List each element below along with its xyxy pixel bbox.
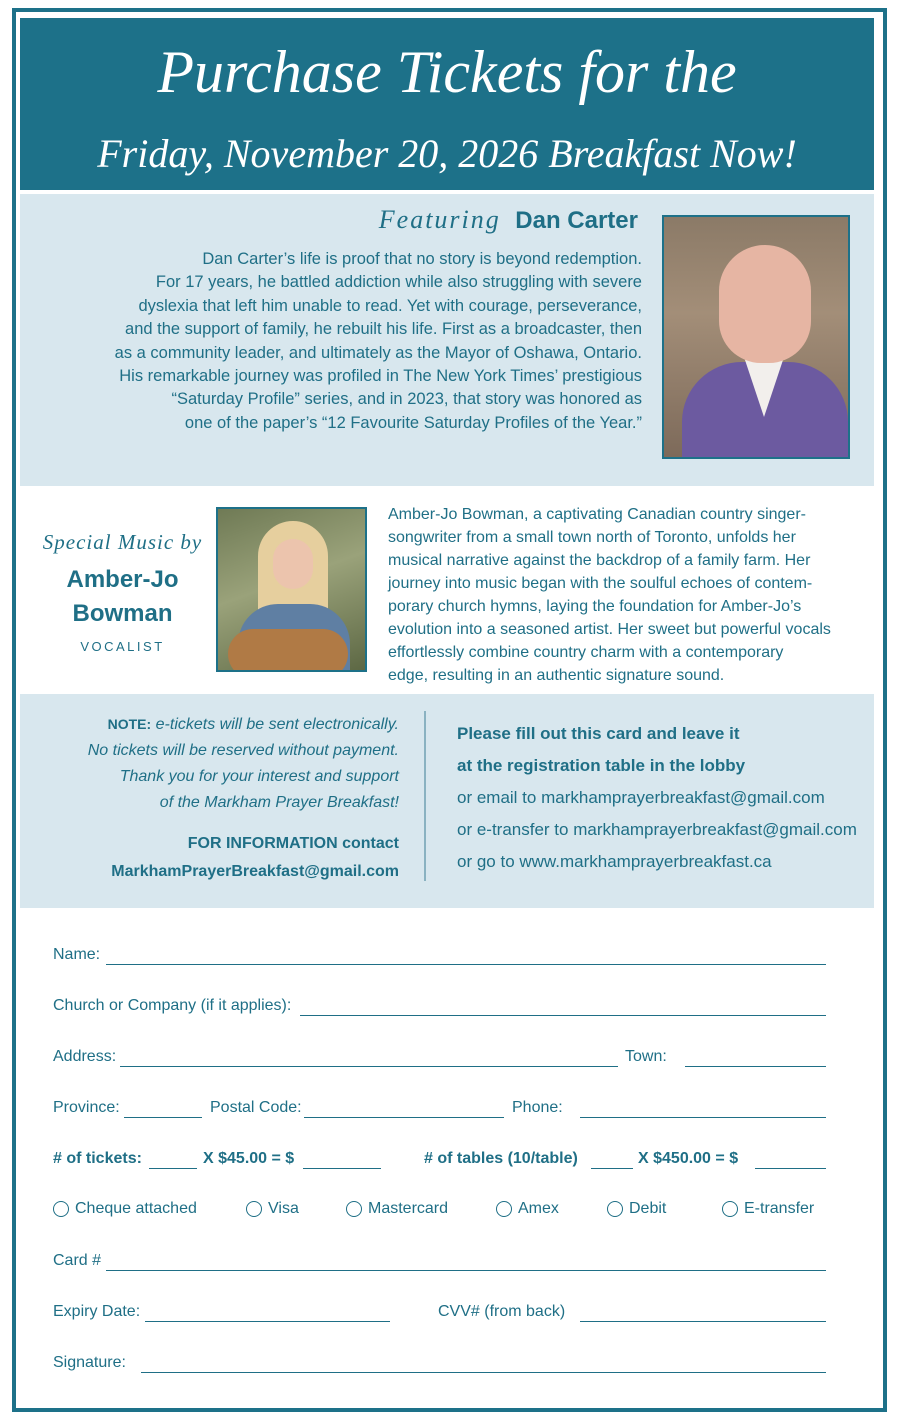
address-label: Address: xyxy=(53,1048,117,1065)
tickets-label: # of tickets: xyxy=(53,1150,142,1167)
signature-label: Signature: xyxy=(53,1354,126,1371)
town-label: Town: xyxy=(625,1048,667,1065)
bio-line: musical narrative against the backdrop of a family farm. Her xyxy=(388,552,811,569)
featured-bio xyxy=(42,248,642,435)
tickets-quantity-field[interactable] xyxy=(149,1168,197,1169)
payment-option-visa[interactable] xyxy=(246,1200,299,1218)
bio-line: evolution into a seasoned artist. Her sweet but powerful vocals xyxy=(388,621,831,638)
bio-line: Dan Carter’s life is proof that no story is beyond redemption. xyxy=(202,250,642,268)
payment-option-label: Amex xyxy=(518,1200,559,1217)
note-line: No tickets will be reserved without payment. xyxy=(87,742,399,759)
tables-total-field[interactable] xyxy=(755,1168,826,1169)
note-prefix: NOTE: xyxy=(107,716,152,732)
payment-option-debit[interactable] xyxy=(607,1200,666,1218)
payment-option-label: Visa xyxy=(268,1200,299,1217)
address-row xyxy=(53,1048,833,1072)
signature-field[interactable] xyxy=(141,1372,826,1373)
province-label: Province: xyxy=(53,1099,120,1116)
note-line: e-tickets will be sent electronically. xyxy=(155,716,399,733)
payment-option-label: E-transfer xyxy=(744,1200,815,1217)
bio-line: dyslexia that left him unable to read. Yet with courage, perseverance, xyxy=(138,296,642,315)
name-field[interactable] xyxy=(106,964,826,965)
radio-icon[interactable] xyxy=(53,1201,69,1217)
header-subtitle: Friday, November 20, 2026 Breakfast Now! xyxy=(97,131,797,176)
phone-field[interactable] xyxy=(580,1117,826,1118)
payment-option-label: Cheque attached xyxy=(75,1200,197,1217)
bio-line: journey into music began with the soulful echoes of contem- xyxy=(388,575,813,592)
card-row xyxy=(53,1252,833,1276)
expiry-label: Expiry Date: xyxy=(53,1303,141,1320)
church-row xyxy=(53,997,833,1021)
quantity-row xyxy=(53,1150,833,1174)
note-line: Thank you for your interest and support xyxy=(119,768,399,785)
payment-option-etransfer[interactable] xyxy=(722,1200,814,1218)
church-label: Church or Company (if it applies): xyxy=(53,997,292,1014)
card-label: Card # xyxy=(53,1252,102,1269)
contact-label: FOR INFORMATION contact xyxy=(187,835,399,852)
instruction-line: at the registration table in the lobby xyxy=(457,756,746,775)
payment-row xyxy=(53,1200,833,1224)
musician-name-line: Amber-Jo xyxy=(66,566,179,593)
featured-name: Dan Carter xyxy=(515,207,638,234)
bio-line: songwriter from a small town north of Toronto, unfolds her xyxy=(388,529,796,546)
bio-line: edge, resulting in an authentic signature sound. xyxy=(388,667,725,684)
payment-option-label: Mastercard xyxy=(368,1200,449,1217)
name-row xyxy=(53,946,833,970)
etransfer-instruction[interactable]: or e-transfer to markhamprayerbreakfast@gmail.com xyxy=(457,820,857,839)
tickets-total-field[interactable] xyxy=(303,1168,381,1169)
photo-shape xyxy=(719,245,811,363)
ticket-price-label: X $45.00 = $ xyxy=(203,1150,295,1167)
contact-info xyxy=(19,830,399,886)
bio-line: His remarkable journey was profiled in The New York Times’ prestigious xyxy=(119,367,642,386)
featuring-label: Featuring xyxy=(378,205,501,234)
speaker-photo xyxy=(662,215,850,459)
ticket-note xyxy=(19,711,399,816)
note-line: of the Markham Prayer Breakfast! xyxy=(159,794,399,811)
province-row xyxy=(53,1099,833,1123)
header-banner xyxy=(20,18,874,190)
submission-instructions xyxy=(457,718,877,878)
tables-quantity-field[interactable] xyxy=(591,1168,633,1169)
expiry-row xyxy=(53,1303,833,1327)
website-link[interactable]: or go to www.markhamprayerbreakfast.ca xyxy=(457,852,772,871)
bio-line: as a community leader, and ultimately as the Mayor of Oshawa, Ontario. xyxy=(114,343,642,362)
bio-line: “Saturday Profile” series, and in 2023, that story was honored as xyxy=(171,390,642,409)
featured-heading xyxy=(379,205,638,235)
payment-option-label: Debit xyxy=(629,1200,667,1217)
special-music-label: Special Music by xyxy=(42,530,203,554)
musician-bio xyxy=(388,503,868,687)
instruction-line: Please fill out this card and leave it xyxy=(457,724,740,743)
email-instruction[interactable]: or email to markhamprayerbreakfast@gmail.com xyxy=(457,788,825,807)
radio-icon[interactable] xyxy=(346,1201,362,1217)
town-field[interactable] xyxy=(685,1066,826,1067)
bio-line: Amber-Jo Bowman, a captivating Canadian country singer- xyxy=(388,506,806,523)
photo-shape xyxy=(228,629,348,672)
musician-role: VOCALIST xyxy=(80,639,165,654)
tables-label: # of tables (10/table) xyxy=(424,1150,578,1167)
radio-icon[interactable] xyxy=(607,1201,623,1217)
cvv-field[interactable] xyxy=(580,1321,826,1322)
musician-photo xyxy=(216,507,367,672)
table-price-label: X $450.00 = $ xyxy=(638,1150,739,1167)
signature-row xyxy=(53,1354,833,1378)
radio-icon[interactable] xyxy=(246,1201,262,1217)
payment-option-mastercard[interactable] xyxy=(346,1200,448,1218)
phone-label: Phone: xyxy=(512,1099,563,1116)
postal-field[interactable] xyxy=(304,1117,504,1118)
bio-line: porary church hymns, laying the foundation for Amber-Jo’s xyxy=(388,598,802,615)
name-label: Name: xyxy=(53,946,101,963)
bio-line: one of the paper’s “12 Favourite Saturday Profiles of the Year.” xyxy=(184,413,642,432)
bio-line: effortlessly combine country charm with a contemporary xyxy=(388,644,784,661)
divider xyxy=(424,711,426,881)
address-field[interactable] xyxy=(120,1066,618,1067)
province-field[interactable] xyxy=(124,1117,202,1118)
radio-icon[interactable] xyxy=(722,1201,738,1217)
expiry-field[interactable] xyxy=(145,1321,390,1322)
postal-label: Postal Code: xyxy=(210,1099,302,1116)
payment-option-cheque[interactable] xyxy=(53,1200,197,1218)
cvv-label: CVV# (from back) xyxy=(438,1303,566,1320)
radio-icon[interactable] xyxy=(496,1201,512,1217)
contact-email-link[interactable]: MarkhamPrayerBreakfast@gmail.com xyxy=(111,863,399,880)
card-number-field[interactable] xyxy=(106,1270,826,1271)
bio-line: and the support of family, he rebuilt his life. First as a broadcaster, then xyxy=(125,320,642,339)
musician-name-line: Bowman xyxy=(72,600,173,627)
bio-line: For 17 years, he battled addiction while also struggling with severe xyxy=(155,273,642,292)
header-title: Purchase Tickets for the xyxy=(157,39,737,105)
musician-name xyxy=(40,563,205,631)
church-field[interactable] xyxy=(300,1015,826,1016)
payment-option-amex[interactable] xyxy=(496,1200,559,1218)
music-heading xyxy=(40,530,205,654)
photo-shape xyxy=(273,539,313,589)
